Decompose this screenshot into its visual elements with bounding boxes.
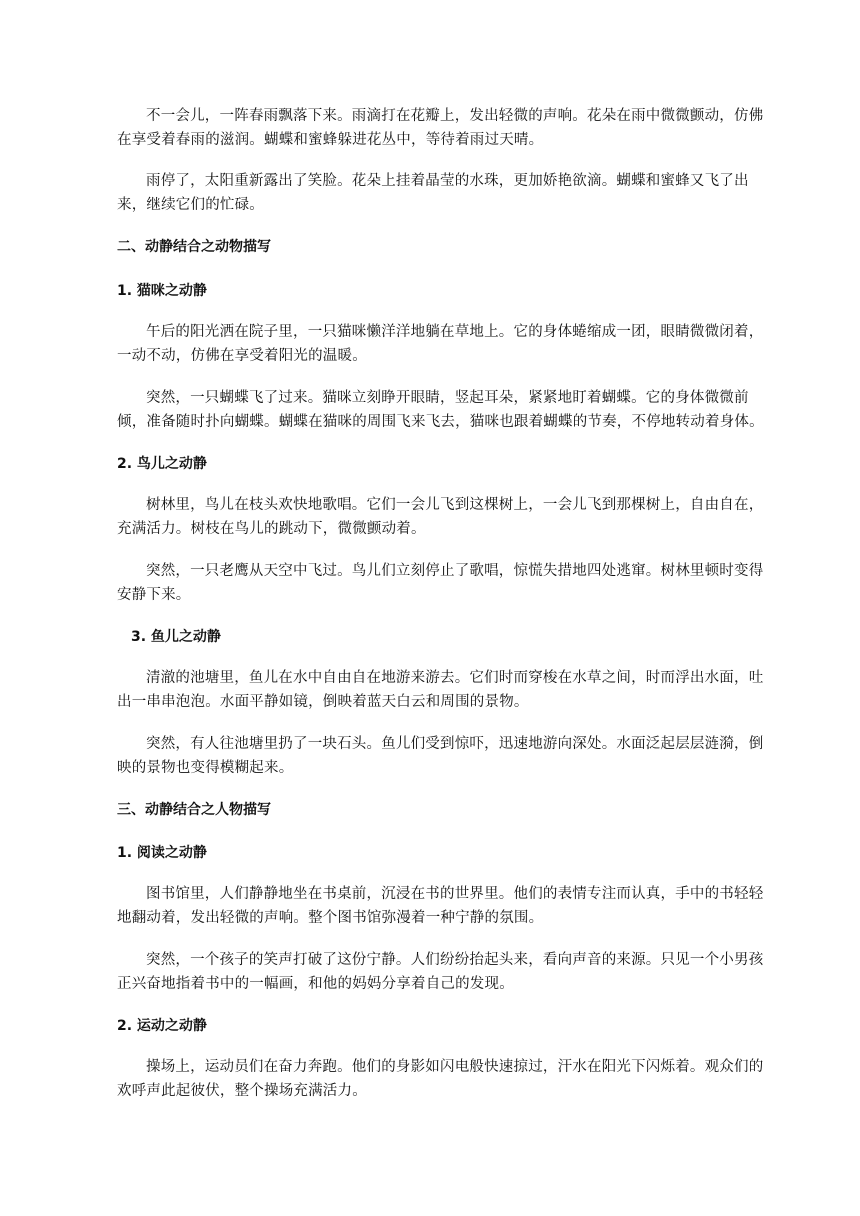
paragraph-text: 突然，一个孩子的笑声打破了这份宁静。人们纷纷抬起头来，看向声音的来源。只见一个小男孩正兴奋地指着书中的一幅画，和他的妈妈分享着自己的发现。 [117, 952, 764, 992]
paragraph [117, 169, 777, 217]
section-heading: 二、动静结合之动物描写 [117, 239, 271, 255]
paragraph [117, 493, 777, 541]
paragraph-text: 清澈的池塘里，鱼儿在水中自由自在地游来游去。它们时而穿梭在水草之间，时而浮出水面，吐出一串串泡泡。水面平静如镜，倒映着蓝天白云和周围的景物。 [117, 670, 764, 710]
subsection-heading: 1. 阅读之动静 [117, 845, 207, 861]
subsection-heading: 2. 鸟儿之动静 [117, 456, 207, 472]
paragraph-text: 突然，一只老鹰从天空中飞过。鸟儿们立刻停止了歌唱，惊慌失措地四处逃窜。树林里顿时变得安静下来。 [117, 563, 764, 603]
paragraph-text: 雨停了，太阳重新露出了笑脸。花朵上挂着晶莹的水珠，更加娇艳欲滴。蝴蝶和蜜蜂又飞了出来，继续它们的忙碌。 [117, 173, 749, 213]
paragraph [117, 732, 777, 780]
subsection-heading: 3. 鱼儿之动静 [131, 629, 221, 645]
paragraph [117, 666, 777, 714]
paragraph [117, 320, 777, 368]
subsection-heading: 2. 运动之动静 [117, 1018, 207, 1034]
paragraph [117, 882, 777, 930]
paragraph-text: 不一会儿，一阵春雨飘落下来。雨滴打在花瓣上，发出轻微的声响。花朵在雨中微微颤动，仿佛在享受着春雨的滋润。蝴蝶和蜜蜂躲进花丛中，等待着雨过天晴。 [117, 108, 764, 148]
paragraph-text: 突然，有人往池塘里扔了一块石头。鱼儿们受到惊吓，迅速地游向深处。水面泛起层层涟漪，倒映的景物也变得模糊起来。 [117, 736, 764, 776]
paragraph-text: 图书馆里，人们静静地坐在书桌前，沉浸在书的世界里。他们的表情专注而认真，手中的书轻轻地翻动着，发出轻微的声响。整个图书馆弥漫着一种宁静的氛围。 [117, 886, 764, 926]
paragraph [117, 386, 777, 434]
section-heading: 三、动静结合之人物描写 [117, 802, 271, 818]
subsection-heading: 1. 猫咪之动静 [117, 283, 207, 299]
paragraph-text: 突然，一只蝴蝶飞了过来。猫咪立刻睁开眼睛，竖起耳朵，紧紧地盯着蝴蝶。它的身体微微前倾，准备随时扑向蝴蝶。蝴蝶在猫咪的周围飞来飞去，猫咪也跟着蝴蝶的节奏，不停地转动着身体。 [117, 390, 764, 430]
paragraph-text: 操场上，运动员们在奋力奔跑。他们的身影如闪电般快速掠过，汗水在阳光下闪烁着。观众们的欢呼声此起彼伏，整个操场充满活力。 [117, 1059, 764, 1099]
paragraph [117, 559, 777, 607]
paragraph-text: 午后的阳光洒在院子里，一只猫咪懒洋洋地躺在草地上。它的身体蜷缩成一团，眼睛微微闭着，一动不动，仿佛在享受着阳光的温暖。 [117, 324, 764, 364]
paragraph [117, 104, 777, 152]
paragraph [117, 948, 777, 996]
paragraph-text: 树林里，鸟儿在枝头欢快地歌唱。它们一会儿飞到这棵树上，一会儿飞到那棵树上，自由自在，充满活力。树枝在鸟儿的跳动下，微微颤动着。 [117, 497, 764, 537]
paragraph [117, 1055, 777, 1103]
